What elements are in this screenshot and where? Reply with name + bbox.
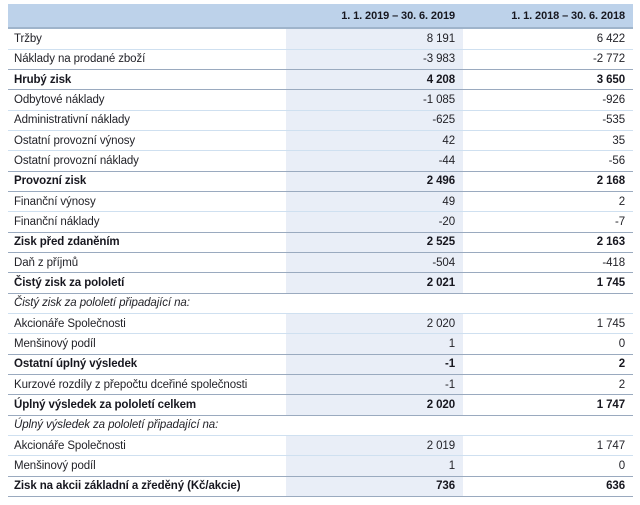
table-row	[8, 191, 633, 211]
value-2018: 2	[463, 374, 633, 394]
value-2018: -535	[463, 110, 633, 130]
row-label: Odbytové náklady	[8, 90, 286, 110]
value-2019: 42	[286, 130, 463, 150]
row-label: Ostatní provozní náklady	[8, 151, 286, 171]
value-2019: -504	[286, 252, 463, 272]
value-2018: 636	[463, 476, 633, 497]
value-2018: 1 745	[463, 273, 633, 293]
row-label: Menšinový podíl	[8, 334, 286, 354]
value-2019: 2 019	[286, 435, 463, 455]
value-2019: -20	[286, 212, 463, 232]
row-label: Akcionáře Společnosti	[8, 313, 286, 333]
table-row	[8, 476, 633, 497]
row-label: Akcionáře Společnosti	[8, 435, 286, 455]
value-2019: -3 983	[286, 49, 463, 69]
value-2019: 736	[286, 476, 463, 497]
value-2018: 2 168	[463, 171, 633, 191]
value-2018: 1 747	[463, 395, 633, 415]
value-2019: 1	[286, 334, 463, 354]
column-header-2018: 1. 1. 2018 – 30. 6. 2018	[463, 4, 633, 28]
table-row	[8, 374, 633, 394]
table-row	[8, 354, 633, 374]
value-2019: -625	[286, 110, 463, 130]
value-2018: 3 650	[463, 69, 633, 89]
section-label: Čistý zisk za pololetí připadající na:	[8, 293, 633, 313]
table-row	[8, 313, 633, 333]
value-2019: -1 085	[286, 90, 463, 110]
table-header	[8, 4, 633, 28]
value-2018: -7	[463, 212, 633, 232]
value-2019: 4 208	[286, 69, 463, 89]
row-label: Hrubý zisk	[8, 69, 286, 89]
row-label: Úplný výsledek za pololetí celkem	[8, 395, 286, 415]
column-header-empty	[8, 4, 286, 28]
row-label: Čistý zisk za pololetí	[8, 273, 286, 293]
value-2019: 8 191	[286, 28, 463, 49]
value-2018: -2 772	[463, 49, 633, 69]
section-row	[8, 415, 633, 435]
value-2018: -926	[463, 90, 633, 110]
value-2019: 2 496	[286, 171, 463, 191]
value-2018: 1 747	[463, 435, 633, 455]
table-row	[8, 90, 633, 110]
section-label: Úplný výsledek za pololetí připadající na:	[8, 415, 633, 435]
row-label: Menšinový podíl	[8, 456, 286, 476]
value-2019: 2 020	[286, 313, 463, 333]
table-row	[8, 232, 633, 252]
value-2019: -44	[286, 151, 463, 171]
value-2019: 2 021	[286, 273, 463, 293]
row-label: Finanční náklady	[8, 212, 286, 232]
table-row	[8, 435, 633, 455]
value-2018: 6 422	[463, 28, 633, 49]
row-label: Ostatní úplný výsledek	[8, 354, 286, 374]
value-2018: -56	[463, 151, 633, 171]
table-row	[8, 110, 633, 130]
value-2019: -1	[286, 354, 463, 374]
value-2018: 2 163	[463, 232, 633, 252]
table-row	[8, 49, 633, 69]
value-2018: 0	[463, 334, 633, 354]
table-row	[8, 28, 633, 49]
value-2019: 2 020	[286, 395, 463, 415]
table-row	[8, 69, 633, 89]
table-row	[8, 395, 633, 415]
column-header-2019: 1. 1. 2019 – 30. 6. 2019	[286, 4, 463, 28]
table-row	[8, 334, 633, 354]
value-2019: 49	[286, 191, 463, 211]
row-label: Finanční výnosy	[8, 191, 286, 211]
row-label: Zisk před zdaněním	[8, 232, 286, 252]
row-label: Kurzové rozdíly z přepočtu dceřiné společnosti	[8, 374, 286, 394]
value-2018: 2	[463, 191, 633, 211]
row-label: Provozní zisk	[8, 171, 286, 191]
value-2019: 2 525	[286, 232, 463, 252]
table-row	[8, 252, 633, 272]
section-row	[8, 293, 633, 313]
row-label: Tržby	[8, 28, 286, 49]
row-label: Náklady na prodané zboží	[8, 49, 286, 69]
value-2018: 1 745	[463, 313, 633, 333]
table-row	[8, 151, 633, 171]
header-row	[8, 4, 633, 28]
table-row	[8, 273, 633, 293]
table-row	[8, 130, 633, 150]
value-2018: 0	[463, 456, 633, 476]
row-label: Administrativní náklady	[8, 110, 286, 130]
table-row	[8, 456, 633, 476]
row-label: Ostatní provozní výnosy	[8, 130, 286, 150]
row-label: Daň z příjmů	[8, 252, 286, 272]
value-2018: 2	[463, 354, 633, 374]
table-body	[8, 28, 633, 497]
row-label: Zisk na akcii základní a zředěný (Kč/akcie)	[8, 476, 286, 497]
value-2019: -1	[286, 374, 463, 394]
value-2018: -418	[463, 252, 633, 272]
value-2019: 1	[286, 456, 463, 476]
table-row	[8, 212, 633, 232]
income-statement-table	[8, 4, 633, 497]
table-row	[8, 171, 633, 191]
value-2018: 35	[463, 130, 633, 150]
